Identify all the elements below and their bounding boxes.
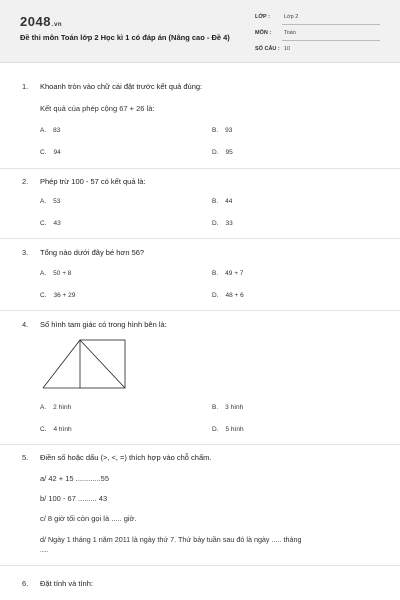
question-number: 4. <box>22 320 29 329</box>
meta-divider <box>282 24 380 25</box>
option-d[interactable]: D. 33 <box>212 220 233 227</box>
option-b[interactable]: B. 93 <box>212 127 233 134</box>
meta-class-label: LỚP : <box>255 14 270 20</box>
logo-suffix: .vn <box>51 22 63 28</box>
option-a[interactable]: A. 50 + 8 <box>40 270 72 277</box>
question-divider <box>0 310 400 311</box>
fill-item-d: d/ Ngày 1 tháng 1 năm 2011 là ngày thứ 7. Thứ bảy tuần sau đó là ngày ..... tháng <box>40 535 302 544</box>
meta-class-value: Lớp 2 <box>284 14 299 20</box>
question-subtext: Kết quả của phép cộng 67 + 26 là: <box>40 104 155 113</box>
site-logo[interactable] <box>20 14 62 29</box>
option-d[interactable]: D. 48 + 6 <box>212 292 244 299</box>
question-text: Số hình tam giác có trong hình bên là: <box>40 320 167 329</box>
fill-item-c: c/ 8 giờ tối còn gọi là ..... giờ. <box>40 514 137 523</box>
option-a[interactable]: A. 53 <box>40 198 61 205</box>
question-number: 2. <box>22 177 29 186</box>
document-title: Đề thi môn Toán lớp 2 Học kì 1 có đáp án (Nâng cao - Đề 4) <box>20 33 230 42</box>
question-text: Điền số hoặc dấu (>, <, =) thích hợp vào chỗ chấm. <box>40 453 212 462</box>
fill-item-d-continuation: ..... <box>40 548 49 554</box>
option-c[interactable]: C. 4 hình <box>40 426 72 433</box>
question-divider <box>0 238 400 239</box>
question-divider <box>0 444 400 445</box>
meta-count-value: 10 <box>284 46 291 52</box>
option-a[interactable]: A. 2 hình <box>40 404 72 411</box>
option-c[interactable]: C. 43 <box>40 220 61 227</box>
question-divider <box>0 565 400 566</box>
triangle-figure <box>38 337 128 392</box>
question-number: 3. <box>22 248 29 257</box>
option-b[interactable]: B. 49 + 7 <box>212 270 244 277</box>
page-header <box>0 0 400 63</box>
meta-subject-value: Toán <box>284 30 296 36</box>
fill-item-a: a/ 42 + 15 ............55 <box>40 474 110 483</box>
question-text: Phép trừ 100 - 57 có kết quả là: <box>40 177 146 186</box>
option-c[interactable]: C. 94 <box>40 149 61 156</box>
question-text: Tổng nào dưới đây bé hơn 56? <box>40 248 145 257</box>
logo-main: 2048 <box>20 14 51 29</box>
option-d[interactable]: D. 5 hình <box>212 426 244 433</box>
question-divider <box>0 168 400 169</box>
meta-divider <box>282 40 380 41</box>
question-text: Khoanh tròn vào chữ cái đặt trước kết quả đúng: <box>40 82 203 91</box>
meta-count-label: SỐ CÂU : <box>255 46 280 52</box>
option-d[interactable]: D. 95 <box>212 149 233 156</box>
question-number: 6. <box>22 579 29 588</box>
question-text: Đặt tính và tính: <box>40 579 93 588</box>
meta-subject-label: MÔN : <box>255 30 272 36</box>
option-b[interactable]: B. 3 hình <box>212 404 244 411</box>
option-a[interactable]: A. 83 <box>40 127 61 134</box>
fill-item-b: b/ 100 - 67 ......... 43 <box>40 494 108 503</box>
option-b[interactable]: B. 44 <box>212 198 233 205</box>
question-number: 5. <box>22 453 29 462</box>
option-c[interactable]: C. 36 + 29 <box>40 292 76 299</box>
question-number: 1. <box>22 82 29 91</box>
